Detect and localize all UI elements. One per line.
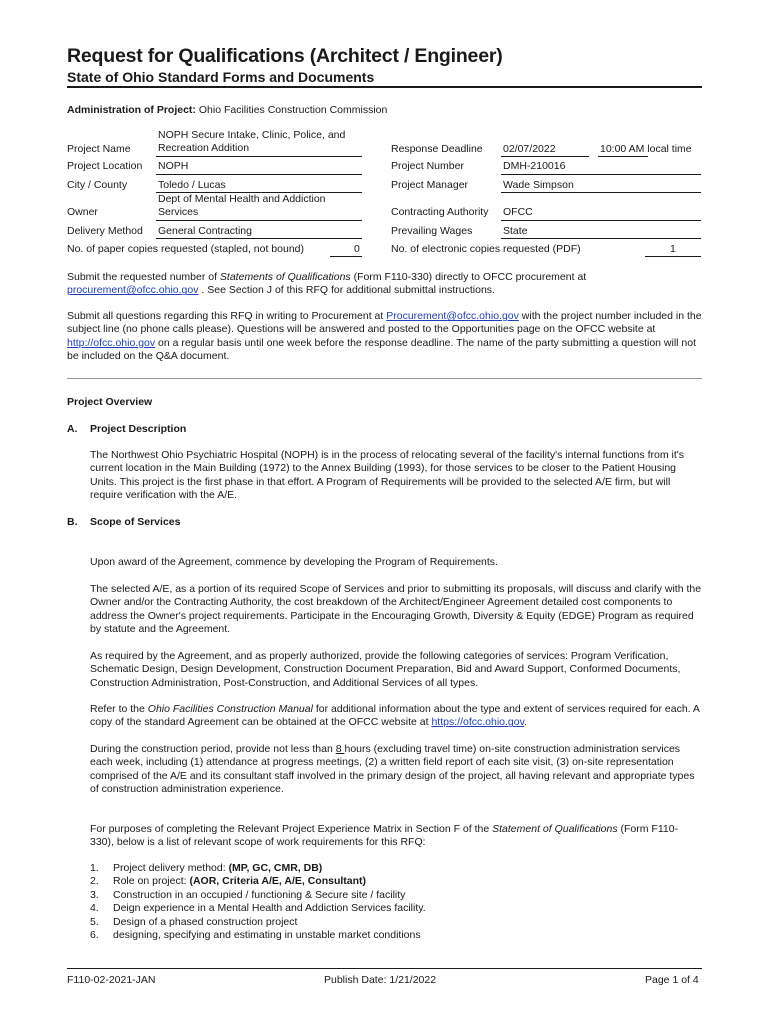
list-item: 3. Construction in an occupied / functioning & Secure site / facility: [90, 888, 406, 901]
owner-line1: Dept of Mental Health and Addiction: [158, 193, 326, 205]
electronic-copies-label: No. of electronic copies requested (PDF): [391, 243, 581, 255]
project-name-line1: NOPH Secure Intake, Clinic, Police, and: [158, 129, 346, 141]
scope-paragraph-1: Upon award of the Agreement, commence by developing the Program of Requirements.: [90, 556, 498, 568]
project-name-label: Project Name: [67, 143, 131, 155]
scope-paragraph-6: For purposes of completing the Relevant Project Experience Matrix in Section F of the Statement of Qualifications (Form F110-330), below is a list of relevant scope of work requirements for this RFQ:: [90, 823, 679, 849]
prevailing-wages-label: Prevailing Wages: [391, 225, 473, 237]
ofcc-https-link[interactable]: https://ofcc.ohio.gov: [431, 716, 525, 729]
project-location-value: NOPH: [158, 160, 189, 172]
city-county-label: City / County: [67, 179, 128, 191]
page-subtitle: State of Ohio Standard Forms and Documents: [67, 69, 375, 85]
response-deadline-label: Response Deadline: [391, 143, 483, 155]
section-a-letter: A.: [67, 423, 78, 435]
response-deadline-date-underline: [501, 156, 589, 157]
project-location-label: Project Location: [67, 160, 143, 172]
prevailing-wages-value: State: [503, 225, 528, 237]
form-id: F110-02-2021-JAN: [67, 974, 156, 986]
paper-copies-label: No. of paper copies requested (stapled, not bound): [67, 243, 304, 255]
project-number-underline: [501, 174, 701, 175]
contracting-authority-underline: [501, 220, 701, 221]
city-county-value: Toledo / Lucas: [158, 179, 226, 191]
scope-paragraph-3: As required by the Agreement, and as properly authorized, provide the following categories of services: Program Verification, Schematic Design, Design Development, Construction Document Preparation, Bid and Award Support, Conformed Documents, Construction Administration, Post-Construction, and Additional Services of all types.: [90, 650, 681, 689]
scope-paragraph-5: During the construction period, provide not less than 8 hours (excluding travel time) on-site construction administration services each week, including (1) attendance at progress meetings, (2) a written field report of each site visit, (3) on-site representation comprised of the A/E and its consultant staff involved in the primary design of the project, all having relevant and appropriate types of construction administration experience.: [90, 743, 695, 796]
administration-label: Administration of Project:: [67, 104, 196, 116]
electronic-copies-underline: [645, 256, 701, 257]
list-item: 5. Design of a phased construction project: [90, 915, 298, 928]
project-location-underline: [156, 174, 362, 175]
project-manager-underline: [501, 192, 701, 193]
page-title: Request for Qualifications (Architect / Engineer): [67, 45, 503, 67]
list-item: 1. Project delivery method: (MP, GC, CMR, DB): [90, 862, 323, 874]
section-b-heading: Scope of Services: [90, 516, 181, 528]
publish-date: Publish Date: 1/21/2022: [324, 974, 437, 986]
procurement-email-link[interactable]: procurement@ofcc.ohio.gov: [67, 284, 199, 297]
page-number: Page 1 of 4: [645, 974, 699, 986]
response-deadline-time: [600, 143, 692, 155]
owner-label: Owner: [67, 206, 98, 218]
section-a-heading: Project Description: [90, 423, 187, 435]
project-name-line2: Recreation Addition: [158, 142, 250, 154]
response-deadline-time-value: 10:00 AM: [600, 143, 645, 155]
contracting-authority-value: OFCC: [503, 206, 533, 218]
list-item: 4. Deign experience in a Mental Health and Addiction Services facility.: [90, 902, 426, 915]
project-number-label: Project Number: [391, 160, 464, 172]
scope-paragraph-2: The selected A/E, as a portion of its required Scope of Services and prior to submitting its proposals, will discuss and clarify with the Owner and/or the Contracting Authority, the cost breakdown of the Architect/Engineer Agreement detailed cost components to address the Owner's project requirements. Participate in the Encouraging Growth, Diversity & Equity (EDGE) Program as required by statute and the Agreement.: [90, 583, 702, 636]
response-deadline-time-underline: [598, 156, 648, 157]
questions-instructions: Submit all questions regarding this RFQ in writing to Procurement at Procurement@ofcc.ohio.gov with the project number included in the subject line (no phone calls please). Questions will be answered and posted to the Opportunities page on the OFCC website at http://ofcc.ohio.gov on a regular basis until one week before the response deadline. The name of the party submitting a question will not be included on the Q&A document.: [67, 310, 702, 363]
delivery-method-value: General Contracting: [158, 225, 252, 237]
procurement-email-link-2[interactable]: Procurement@ofcc.ohio.gov: [386, 310, 519, 322]
delivery-method-underline: [156, 238, 362, 239]
response-deadline-date: 02/07/2022: [503, 143, 556, 155]
project-manager-value: Wade Simpson: [503, 179, 574, 191]
administration-line: [67, 104, 387, 116]
section-divider: [67, 378, 702, 379]
prevailing-wages-underline: [501, 238, 701, 239]
owner-line2: Services: [158, 206, 199, 218]
section-b-letter: B.: [67, 516, 78, 528]
project-description-text: The Northwest Ohio Psychiatric Hospital (NOPH) is in the process of relocating several of the facility's internal functions from it's current location in the Main Building (1972) to the Annex Building (1993), for those services to be closer to the Patient Housing Units. This project is the first phase in that effort. A Program of Requirements will be provided to the selected A/E firm, but will require verification with the A/E.: [90, 449, 684, 502]
electronic-copies-value: 1: [670, 243, 676, 255]
ofcc-website-link[interactable]: http://ofcc.ohio.gov: [67, 336, 156, 349]
paper-copies-value: 0: [354, 243, 360, 255]
requirements-list: [90, 862, 690, 942]
header-rule: [67, 86, 702, 88]
owner-underline: [156, 220, 362, 221]
scope-paragraph-4: Refer to the Ohio Facilities Construction Manual for additional information about the type and extent of services required for each. A copy of the standard Agreement can be obtained at the OFCC website at https://ofcc.ohio.gov.: [90, 703, 700, 729]
list-item: 2. Role on project: (AOR, Criteria A/E, A/E, Consultant): [90, 875, 367, 888]
footer-rule: [67, 968, 702, 969]
response-deadline-suffix: local time: [647, 143, 692, 155]
contracting-authority-label: Contracting Authority: [391, 206, 489, 218]
project-manager-label: Project Manager: [391, 179, 469, 191]
administration-value: Ohio Facilities Construction Commission: [198, 104, 388, 116]
submission-instructions: Submit the requested number of Statements of Qualifications (Form F110-330) directly to OFCC procurement at procurement@ofcc.ohio.gov . See Section J of this RFQ for additional submittal instructions.: [67, 271, 587, 297]
project-overview-heading: Project Overview: [67, 396, 153, 408]
list-item: 6. designing, specifying and estimating in unstable market conditions: [90, 929, 421, 942]
paper-copies-underline: [330, 256, 362, 257]
project-number-value: DMH-210016: [503, 160, 566, 172]
project-name-underline: [156, 156, 362, 157]
delivery-method-label: Delivery Method: [67, 225, 143, 237]
